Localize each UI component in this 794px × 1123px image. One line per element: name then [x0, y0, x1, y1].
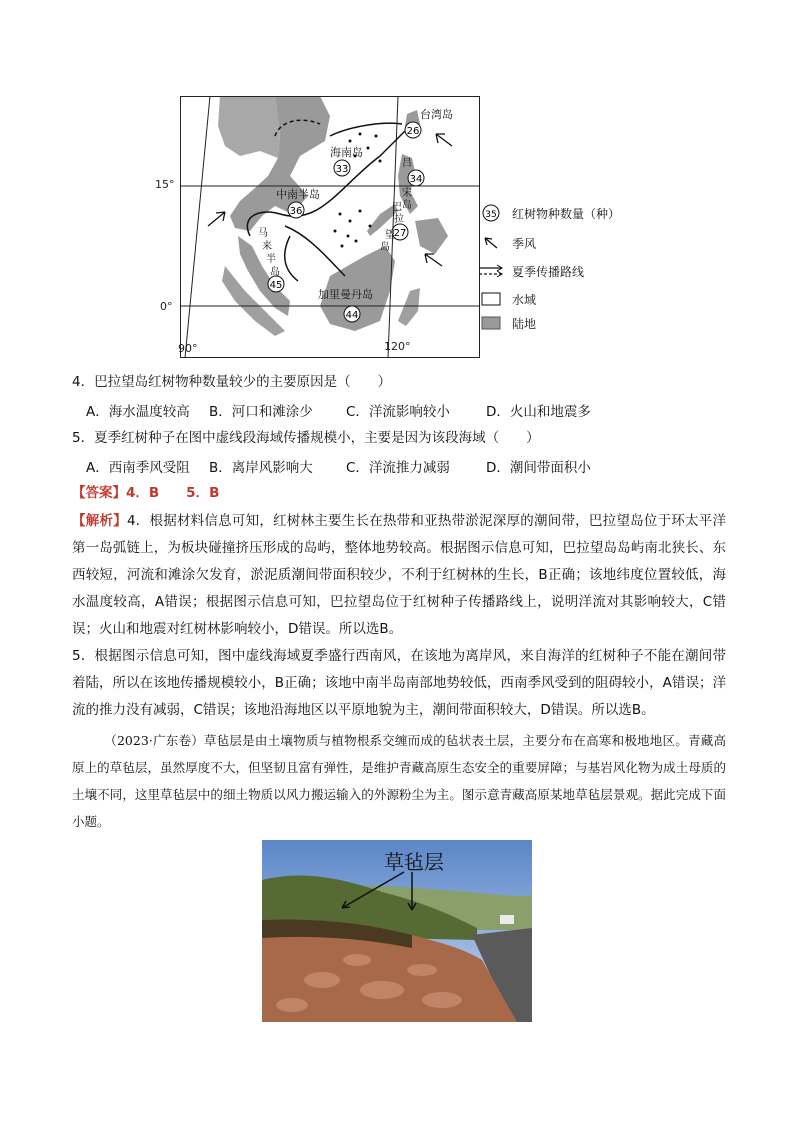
answer-tag: 【答案】	[72, 485, 126, 501]
lat-0-label: 0°	[160, 300, 173, 313]
svg-text:吕: 吕	[402, 158, 412, 169]
q4-option-c: C．洋流影响较小	[346, 404, 450, 420]
svg-text:马: 马	[258, 228, 268, 239]
svg-text:来: 来	[262, 241, 272, 252]
legend-water: 水域	[478, 290, 536, 308]
svg-text:33: 33	[335, 164, 349, 175]
answer-line	[72, 483, 219, 503]
label-indochina: 中南半岛	[276, 188, 320, 201]
count-luzon	[408, 170, 424, 186]
svg-text:望: 望	[385, 230, 395, 241]
grass-mat-photo	[262, 840, 532, 1022]
svg-text:35: 35	[485, 210, 497, 220]
analysis-q4-text: 4．根据材料信息可知，红树林主要生长在热带和亚热带淤泥深厚的潮间带，巴拉望岛位于环太平洋第一岛弧链上，为板块碰撞挤压形成的岛屿，整体地势较高。根据图示信息可知，巴拉望岛岛屿南北狭长、东西较短，河流和滩涂欠发育，淤泥质潮间带面积较少，不利于红树林的生长，B正确；该地纬度位置较低，海水温度较高，A错误；根据图示信息可知，巴拉望岛位于红树种子传播路线上，说明洋流对其影响较大，C错误；火山和地震对红树林影响较小，D错误。所以选B。	[72, 513, 727, 637]
legend-species: 35 红树物种数量（种）	[478, 204, 620, 222]
mangrove-map	[180, 96, 480, 358]
svg-text:27: 27	[393, 228, 407, 239]
svg-text:拉: 拉	[394, 214, 404, 225]
analysis-q5: 5．根据图示信息可知，图中虚线海域夏季盛行西南风，在该地为离岸风，来自海洋的红树种子不能在潮间带着陆，所以在该地传播规模较小，B正确；该地中南半岛南部地势较低，西南季风受到的阻碍较小，A错误；洋流的推力没有减弱，C错误；该地沿海地区以平原地貌为主，潮间带面积较大，D错误。所以选B。	[72, 648, 726, 718]
count-kalimantan	[344, 306, 360, 322]
q4-option-d: D．火山和地震多	[486, 404, 591, 420]
lon-90-label: 90°	[178, 342, 198, 355]
svg-text:36: 36	[289, 206, 303, 217]
grass-mat-label: 草毡层	[384, 850, 444, 874]
water-swatch-icon	[481, 292, 501, 306]
count-hainan	[334, 160, 350, 176]
next-intro-text: （2023·广东卷）草毡层是由土壤物质与植物根系交缠而成的毡状表土层，主要分布在高寒和极地地区。青藏高原上的草毡层，虽然厚度不大，但坚韧且富有弹性，是维护青藏高原生态安全的重要屏障；与基岩风化物为成土母质的土壤不同，这里草毡层中的细土物质以风力搬运输入的外源粉尘为主。图示意青藏高原某地草毡层景观。据此完成下面小题。	[72, 733, 726, 829]
analysis-q4	[72, 508, 726, 643]
lat-15-label: 15°	[155, 178, 175, 191]
legend-land: 陆地	[478, 314, 536, 332]
lon-120-label: 120°	[384, 340, 411, 353]
route-arrow-icon	[478, 262, 504, 280]
q5-option-d: D．潮间带面积小	[486, 460, 591, 476]
svg-text:岛: 岛	[402, 200, 412, 211]
q5-option-b: B．离岸风影响大	[209, 460, 313, 476]
svg-text:宋: 宋	[402, 188, 412, 199]
monsoon-arrow-icon	[481, 234, 501, 252]
svg-text:34: 34	[409, 174, 423, 185]
legend-monsoon: 季风	[478, 234, 536, 252]
q4-stem: 4．巴拉望岛红树物种数量较少的主要原因是（ ）	[72, 374, 392, 390]
q4-option-a: A．海水温度较高	[86, 404, 190, 420]
legend-route: 夏季传播路线	[478, 262, 584, 280]
analysis-tag: 【解析】	[72, 513, 127, 529]
q5-option-c: C．洋流推力减弱	[346, 460, 450, 476]
svg-text:岛: 岛	[380, 242, 390, 253]
q5-option-a: A．西南季风受阻	[86, 460, 190, 476]
count-taiwan	[405, 122, 421, 138]
svg-text:44: 44	[345, 310, 359, 321]
count-circle-icon	[481, 203, 501, 223]
map-legend	[478, 200, 638, 340]
svg-text:巴: 巴	[392, 202, 402, 213]
svg-text:26: 26	[406, 126, 420, 137]
svg-text:半: 半	[266, 254, 276, 265]
count-malay	[268, 276, 284, 292]
label-taiwan: 台湾岛	[420, 108, 453, 121]
land-swatch-icon	[481, 316, 501, 330]
svg-text:岛: 岛	[270, 267, 280, 278]
label-hainan: 海南岛	[330, 146, 363, 159]
q4-option-b: B．河口和滩涂少	[209, 404, 313, 420]
count-indochina	[288, 202, 304, 218]
svg-text:45: 45	[269, 280, 283, 291]
label-kalimantan: 加里曼丹岛	[318, 288, 373, 301]
q5-stem: 5．夏季红树种子在图中虚线段海域传播规模小，主要是因为该段海域（ ）	[72, 430, 540, 446]
answer-text: 4．B 5．B	[126, 485, 220, 501]
next-question-intro	[72, 727, 726, 835]
